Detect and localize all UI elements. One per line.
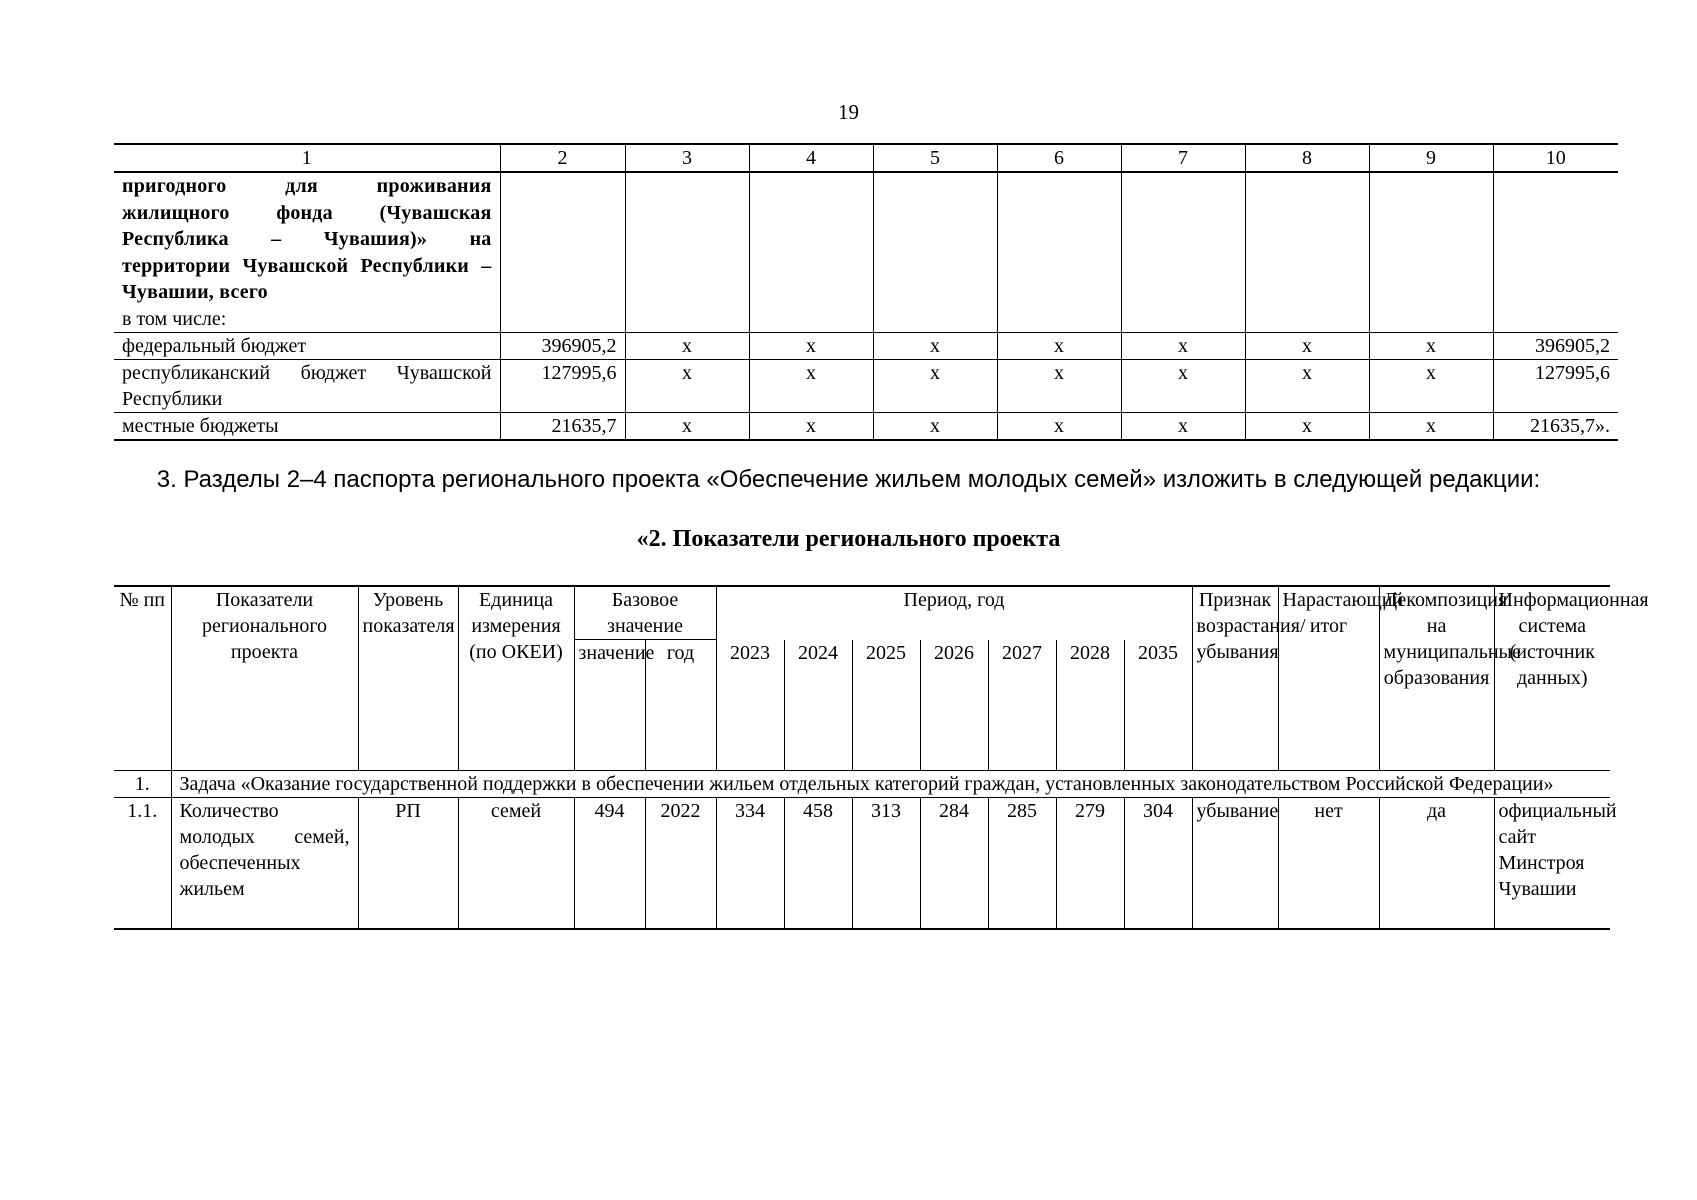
row-year-value: 279 [1056,798,1124,930]
cross-mark: х [873,332,997,359]
row-decomposition: да [1379,798,1494,930]
page-number: 19 [838,100,859,124]
row-year-value: 334 [716,798,784,930]
cross-mark: х [873,359,997,412]
section-title: «2. Показатели регионального проекта [636,526,1061,552]
funding-table [114,143,1618,441]
task-text: Задача «Оказание государственной поддержки в обеспечении жильем отдельных категорий граждан, установленных законодательством Российской Федерации» [171,771,1610,798]
row-indicator: Количество молодых семей, обеспеченных жильем [171,798,358,930]
cross-mark: х [1121,332,1245,359]
header-indicator: Показатели регионального проекта [171,586,358,771]
cross-mark: х [1245,412,1369,440]
cross-mark: х [997,332,1121,359]
cross-mark: х [997,412,1121,440]
cross-mark: х [1121,412,1245,440]
header-period: Период, год [716,586,1192,640]
row-year-value: 285 [988,798,1056,930]
row-label: федеральный бюджет [114,332,500,359]
header-level: Уровень показателя [358,586,458,771]
header-cell: 10 [1493,144,1618,172]
header-cell: 5 [873,144,997,172]
table-header-row [114,586,1610,640]
program-name: пригодного для проживания жилищного фонда (Чувашская Республика – Чувашия)» на территории Чувашской Республики – Чувашии, всего [122,175,492,303]
instruction-paragraph: 3. Разделы 2–4 паспорта регионального проекта «Обеспечение жильем молодых семей» изложить в следующей редакции: [156,466,1541,493]
task-num: 1. [114,771,171,798]
cross-mark: х [1245,359,1369,412]
cross-mark: х [1121,359,1245,412]
header-year: 2024 [784,640,852,771]
table-header-row [114,144,1618,172]
cross-mark: х [749,359,873,412]
header-base-value: значение [574,640,645,771]
table-row [114,359,1618,412]
row-label-cell [114,172,500,332]
header-cell: 9 [1369,144,1493,172]
cross-mark: х [625,359,749,412]
table-row [114,332,1618,359]
row-sign: убывание [1192,798,1278,930]
header-base-year: год [645,640,716,771]
header-cell: 2 [500,144,625,172]
row-info-system: официальный сайт Минстроя Чувашии [1494,798,1610,930]
header-cell: 1 [114,144,500,172]
cross-mark: х [1369,332,1493,359]
cross-mark: х [1369,359,1493,412]
cross-mark: х [1245,332,1369,359]
cross-mark: х [749,332,873,359]
total-value: 21635,7 [500,412,625,440]
header-cell: 4 [749,144,873,172]
header-sign: Признак возрастания/ убывания [1192,586,1278,771]
header-year: 2028 [1056,640,1124,771]
cross-mark: х [1369,412,1493,440]
header-cell: 8 [1245,144,1369,172]
table-row [114,172,1618,332]
end-value: 396905,2 [1493,332,1618,359]
header-decomposition: Декомпозиция на муниципальные образования [1379,586,1494,771]
row-year-value: 304 [1124,798,1192,930]
row-year-value: 313 [852,798,920,930]
end-value: 127995,6 [1493,359,1618,412]
indicators-table [114,585,1649,930]
cross-mark: х [873,412,997,440]
task-row [114,771,1610,798]
header-year: 2025 [852,640,920,771]
cross-mark: х [625,412,749,440]
header-num: № пп [114,586,171,771]
total-value: 396905,2 [500,332,625,359]
row-level: РП [358,798,458,930]
header-year: 2023 [716,640,784,771]
row-year-value: 284 [920,798,988,930]
row-cumulative: нет [1278,798,1379,930]
row-base-value: 494 [574,798,645,930]
row-label: республиканский бюджет Чувашской Республики [114,359,500,412]
row-num: 1.1. [114,798,171,930]
end-value: 21635,7». [1493,412,1618,440]
including-label: в том числе: [122,307,227,330]
header-year: 2035 [1124,640,1192,771]
table-row [114,798,1610,930]
header-cumulative: Нарастающий итог [1278,586,1379,771]
row-unit: семей [458,798,574,930]
table-row [114,412,1618,440]
row-label: местные бюджеты [114,412,500,440]
header-cell: 7 [1121,144,1245,172]
cross-mark: х [749,412,873,440]
header-cell: 3 [625,144,749,172]
header-year: 2026 [920,640,988,771]
header-info-system: Информационная система (источник данных) [1494,586,1610,771]
row-year-value: 458 [784,798,852,930]
header-unit: Единица измерения (по ОКЕИ) [458,586,574,771]
header-cell: 6 [997,144,1121,172]
row-base-year: 2022 [645,798,716,930]
header-year: 2027 [988,640,1056,771]
total-value: 127995,6 [500,359,625,412]
cross-mark: х [625,332,749,359]
header-base: Базовое значение [574,586,716,640]
cross-mark: х [997,359,1121,412]
